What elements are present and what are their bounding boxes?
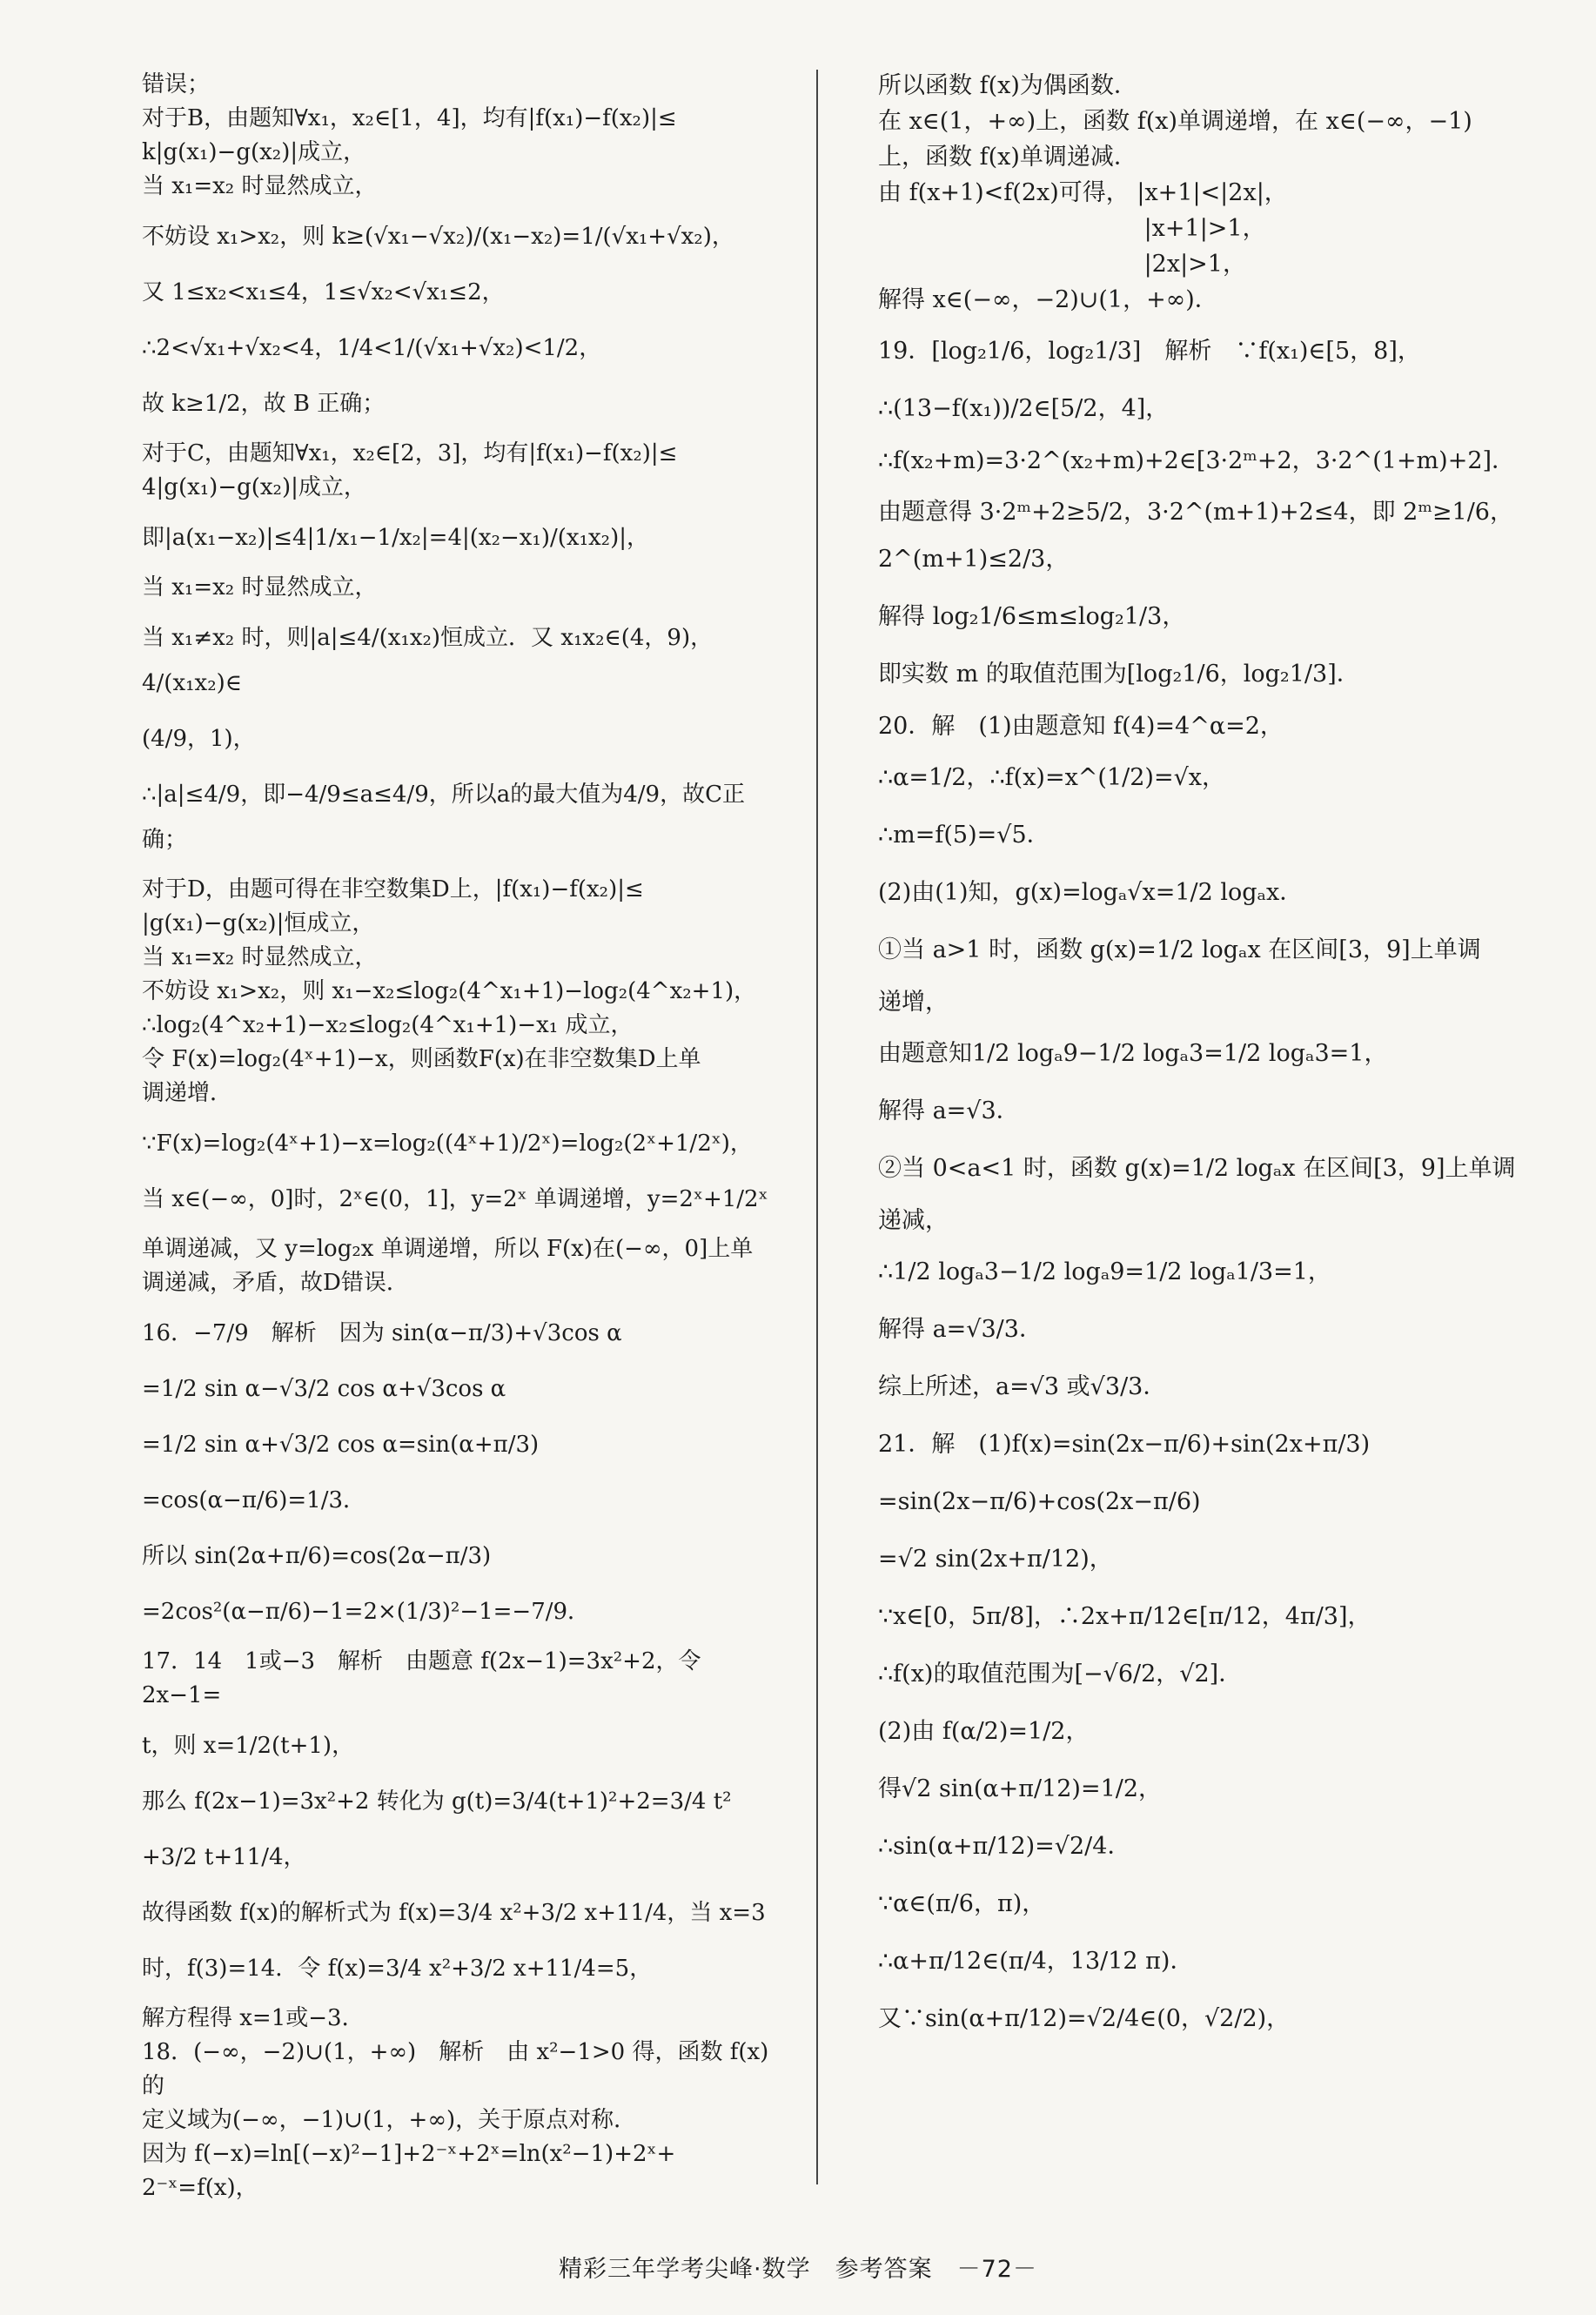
text-line: 解得 a=√3/3． [878,1316,1043,1343]
text-line: 又 1≤x₂<x₁≤4，1≤√x₂<√x₁≤2， [142,279,505,305]
text-line: 2⁻ˣ=f(x)， [142,2175,258,2201]
text-line: ∵α∈(π/6，π)， [878,1890,1046,1917]
text-line: ∴sin(α+π/12)=√2/4． [878,1833,1131,1860]
text-line: |x+1|>1， [878,215,1266,242]
text-line: 对于C，由题知∀x₁，x₂∈[2，3]，均有|f(x₁)−f(x₂)|≤ [142,440,678,466]
text-line: 递减， [878,1207,949,1234]
text-line: |g(x₁)−g(x₂)|恒成立， [142,910,375,936]
text-line: 得√2 sin(α+π/12)=1/2， [878,1775,1163,1802]
text-line: 时，f(3)=14．令 f(x)=3/4 x²+3/2 x+11/4=5， [142,1956,653,1982]
column-divider [816,70,818,2184]
text-line: ∴f(x)的取值范围为[−√6/2，√2]． [878,1661,1243,1688]
text-line: =√2 sin(2x+π/12)， [878,1546,1113,1573]
text-line: 所以函数 f(x)为偶函数． [878,72,1137,99]
page-footer: 精彩三年学考尖峰·数学 参考答案 －72－ [559,2256,1037,2283]
text-line: |2x|>1， [878,251,1246,278]
text-line: 由 f(x+1)<f(2x)可得， |x+1|<|2x|， [878,179,1288,206]
text-line: 错误； [142,71,211,97]
left-column [142,68,786,2205]
text-line: ∴2<√x₁+√x₂<4，1/4<1/(√x₁+√x₂)<1/2， [142,335,602,361]
text-line: 当 x₁≠x₂ 时，则|a|≤4/(x₁x₂)恒成立．又 x₁x₂∈(4，9)，4/(x₁x₂)∈ [142,625,714,696]
text-line: ∴log₂(4^x₂+1)−x₂≤log₂(4^x₁+1)−x₁ 成立， [142,1012,634,1038]
text-line: 故 k≥1/2，故 B 正确； [142,391,386,417]
text-line: 21．解 (1)f(x)=sin(2x−π/6)+sin(2x+π/3) [878,1431,1371,1458]
text-line: =sin(2x−π/6)+cos(2x−π/6) [878,1488,1201,1515]
text-line: 不妨设 x₁>x₂，则 k≥(√x₁−√x₂)/(x₁−x₂)=1/(√x₁+√x₂)， [142,224,734,250]
text-line: 因为 f(−x)=ln[(−x)²−1]+2⁻ˣ+2ˣ=ln(x²−1)+2ˣ+ [142,2141,676,2167]
text-line: ∴m=f(5)=√5． [878,822,1050,849]
text-line: +3/2 t+11/4， [142,1844,306,1870]
text-line: (2)由 f(α/2)=1/2， [878,1718,1090,1745]
text-line: 16．−7/9 解析 因为 sin(α−π/3)+√3cos α [142,1320,622,1346]
text-line: (4/9，1)， [142,726,256,752]
text-line: k|g(x₁)−g(x₂)|成立， [142,139,366,165]
text-line: 调递减，矛盾，故D错误． [142,1270,409,1296]
text-line: 当 x∈(−∞，0]时，2ˣ∈(0，1]，y=2ˣ 单调递增，y=2ˣ+1/2ˣ [142,1186,768,1212]
text-line: 由题意得 3·2ᵐ+2≥5/2，3·2^(m+1)+2≤4，即 2ᵐ≥1/6，2^(m+1)≤2/3， [878,499,1513,573]
text-line: 解得 log₂1/6≤m≤log₂1/3， [878,603,1186,630]
text-line: 调递增． [142,1080,233,1106]
text-line: 4|g(x₁)−g(x₂)|成立， [142,474,366,500]
text-line: 当 x₁=x₂ 时显然成立， [142,944,378,970]
text-line: ②当 0<a<1 时，函数 g(x)=1/2 logₐx 在区间[3，9]上单调 [878,1155,1516,1182]
text-line: ∴|a|≤4/9，即−4/9≤a≤4/9，所以a的最大值为4/9，故C正确； [142,782,745,853]
text-line: =1/2 sin α−√3/2 cos α+√3cos α [142,1376,506,1402]
text-line: 当 x₁=x₂ 时显然成立， [142,173,378,199]
text-line: 递增， [878,989,949,1016]
text-line: 当 x₁=x₂ 时显然成立， [142,574,378,601]
text-line: 对于D，由题可得在非空数集D上，|f(x₁)−f(x₂)|≤ [142,876,644,903]
text-line: 单调递减，又 y=log₂x 单调递增，所以 F(x)在(−∞，0]上单 [142,1236,754,1262]
text-line: 上，函数 f(x)单调递减． [878,144,1137,171]
text-line: ∴1/2 logₐ3−1/2 logₐ9=1/2 logₐ1/3=1， [878,1258,1331,1285]
text-line: 17．14 1或−3 解析 由题意 f(2x−1)=3x²+2，令 2x−1= [142,1648,708,1708]
text-line: 那么 f(2x−1)=3x²+2 转化为 g(t)=3/4(t+1)²+2=3/4 t² [142,1788,732,1815]
text-line: 即实数 m 的取值范围为[log₂1/6，log₂1/3]． [878,661,1360,688]
text-line: ∴α+π/12∈(π/4，13/12 π)． [878,1948,1194,1975]
text-line: 解得 x∈(−∞，−2)∪(1，+∞)． [878,286,1218,313]
text-line: ∴(13−f(x₁))/2∈[5/2，4]， [878,395,1170,422]
text-line: 不妨设 x₁>x₂，则 x₁−x₂≤log₂(4^x₁+1)−log₂(4^x₂+1)， [142,978,757,1004]
text-line: ∴f(x₂+m)=3·2^(x₂+m)+2∈[3·2ᵐ+2，3·2^(1+m)+2]． [878,447,1516,474]
text-line: 又∵sin(α+π/12)=√2/4∈(0，√2/2)， [878,2005,1291,2032]
text-line: 故得函数 f(x)的解析式为 f(x)=3/4 x²+3/2 x+11/4，当 x=3 [142,1900,766,1926]
text-line: 令 F(x)=log₂(4ˣ+1)−x，则函数F(x)在非空数集D上单 [142,1046,701,1072]
text-line: t，则 x=1/2(t+1)， [142,1733,355,1759]
text-line: (2)由(1)知，g(x)=logₐ√x=1/2 logₐx． [878,879,1304,906]
text-line: 在 x∈(1，+∞)上，函数 f(x)单调递增，在 x∈(−∞，−1) [878,108,1472,135]
text-line: ∴α=1/2，∴f(x)=x^(1/2)=√x， [878,764,1226,791]
text-line: 20．解 (1)由题意知 f(4)=4^α=2， [878,713,1284,740]
text-line: 综上所述，a=√3 或√3/3． [878,1373,1167,1400]
text-line: =cos(α−π/6)=1/3． [142,1487,365,1513]
right-column [878,68,1539,2053]
text-line: 即|a(x₁−x₂)|≤4|1/x₁−1/x₂|=4|(x₂−x₁)/(x₁x₂)|， [142,525,649,551]
text-line: 所以 sin(2α+π/6)=cos(2α−π/3) [142,1543,492,1569]
text-line: =1/2 sin α+√3/2 cos α=sin(α+π/3) [142,1432,540,1458]
text-line: =2cos²(α−π/6)−1=2×(1/3)²−1=−7/9． [142,1599,591,1625]
text-line: ①当 a>1 时，函数 g(x)=1/2 logₐx 在区间[3，9]上单调 [878,936,1481,963]
text-line: 19．[log₂1/6，log₂1/3] 解析 ∵f(x₁)∈[5，8]， [878,338,1421,365]
text-line: 对于B，由题知∀x₁，x₂∈[1，4]，均有|f(x₁)−f(x₂)|≤ [142,105,677,131]
text-line: 18．(−∞，−2)∪(1，+∞) 解析 由 x²−1>0 得，函数 f(x)的 [142,2039,769,2099]
text-line: 定义域为(−∞，−1)∪(1，+∞)，关于原点对称． [142,2107,637,2133]
text-line: 解得 a=√3． [878,1097,1020,1124]
text-line: 由题意知1/2 logₐ9−1/2 logₐ3=1/2 logₐ3=1， [878,1040,1388,1067]
text-line: 解方程得 x=1或−3． [142,2005,365,2031]
text-line: ∵x∈[0，5π/8]，∴2x+π/12∈[π/12，4π/3]， [878,1603,1371,1630]
text-line: ∵F(x)=log₂(4ˣ+1)−x=log₂((4ˣ+1)/2ˣ)=log₂(2ˣ+1/2ˣ)， [142,1131,753,1157]
